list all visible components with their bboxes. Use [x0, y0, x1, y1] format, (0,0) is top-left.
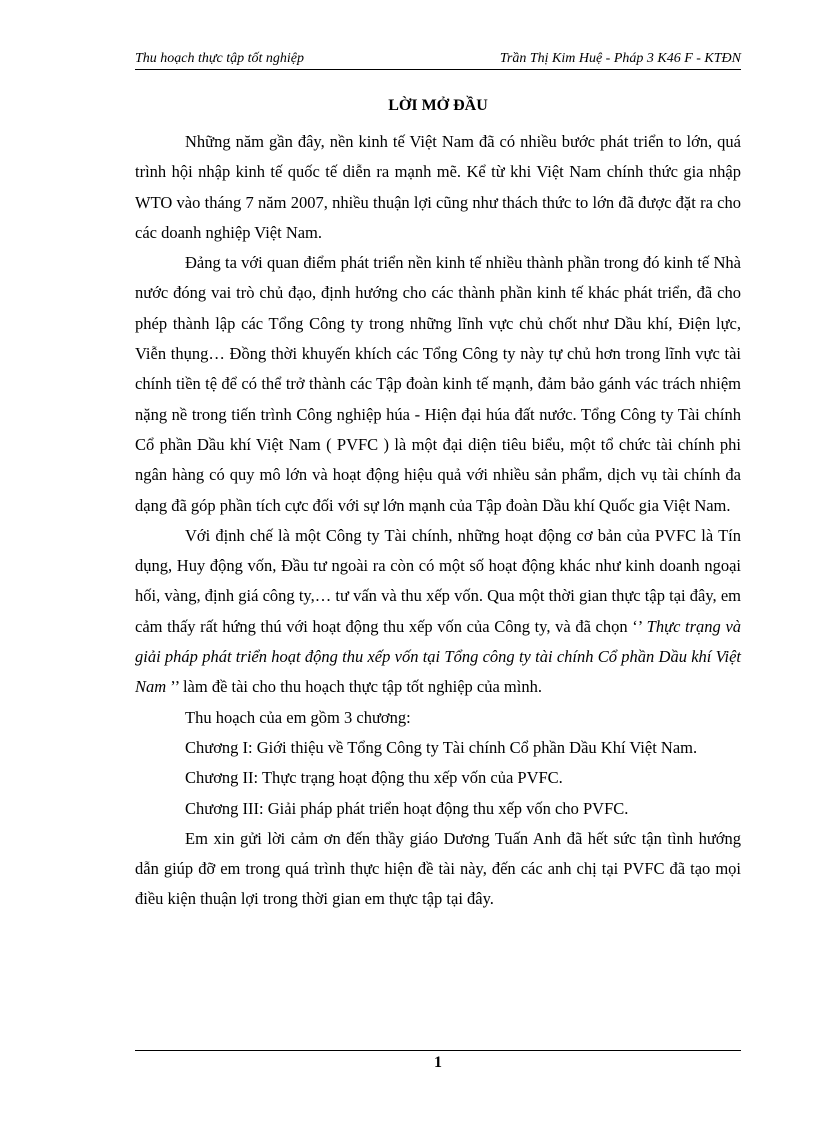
paragraph-topic-choice	[135, 521, 741, 703]
paragraph-party-policy: Đảng ta với quan điểm phát triển nền kinh tế nhiều thành phần trong đó kinh tế Nhà nước đóng vai trò chủ đạo, định hướng cho các thành phần kinh tế khác phát triển, đã cho phép thành lập các Tổng Công ty trong những lĩnh vực chủ chốt như Dầu khí, Điện lực, Viễn thụng… Đồng thời khuyến khích các Tổng Công ty này tự chủ hơn trong lĩnh vực tài chính tiền tệ để có thể trở thành các Tập đoàn kinh tế mạnh, đảm bảo gánh vác trách nhiệm nặng nề trong tiến trình Công nghiệp húa - Hiện đại húa đất nước. Tổng Công ty Tài chính Cổ phần Dầu khí Việt Nam ( PVFC ) là một đại diện tiêu biểu, một tổ chức tài chính phi ngân hàng có quy mô lớn và hoạt động hiệu quả với nhiều sản phẩm, dịch vụ tài chính đa dạng đã góp phần tích cực đối với sự lớn mạnh của Tập đoàn Dầu khí Quốc gia Việt Nam.	[135, 253, 741, 515]
page-title: LỜI MỞ ĐẦU	[388, 97, 488, 114]
footer-divider	[135, 1050, 741, 1051]
chapter-3: Chương III: Giải pháp phát triển hoạt động thu xếp vốn cho PVFC.	[185, 798, 629, 818]
page-header	[135, 50, 741, 70]
paragraph-thanks: Em xin gửi lời cảm ơn đến thầy giáo Dương Tuấn Anh đã hết sức tận tình hướng dẫn giúp đỡ em trong quá trình thực hiện đề tài này, đến các anh chị tại PVFC đã tạo mọi điều kiện thuận lợi trong thời gian em thực tập tại đây.	[135, 828, 741, 909]
document-body	[135, 127, 741, 915]
page-number: 1	[434, 1054, 442, 1071]
chapter-2: Chương II: Thực trạng hoạt động thu xếp vốn của PVFC.	[185, 768, 563, 788]
paragraph-topic-text: Với định chế là một Công ty Tài chính, những hoạt động cơ bản của PVFC là Tín dụng, Huy động vốn, Đầu tư ngoài ra còn có một số hoạt động khác như kinh doanh ngoại hối, vàng, định giá công ty,… tư vấn và thu xếp vốn. Qua một thời gian thực tập tại đây, em cảm thấy rất hứng thú với hoạt động thu xếp vốn của Công ty, và đã chọn ‘’	[135, 525, 741, 636]
paragraph-topic-end: ’’ làm đề tài cho thu hoạch thực tập tốt nghiệp của mình.	[170, 677, 542, 697]
chapter-1: Chương I: Giới thiệu về Tổng Công ty Tài chính Cổ phần Dầu Khí Việt Nam.	[185, 737, 698, 757]
thesis-title: Thực trạng và giải pháp phát triển hoạt động thu xếp vốn tại Tổng công ty tài chính Cổ phần Dầu khí Việt Nam	[135, 616, 742, 697]
header-left-text: Thu hoạch thực tập tốt nghiệp	[135, 51, 305, 66]
paragraph-structure: Thu hoạch của em gồm 3 chương:	[185, 707, 411, 727]
header-right-text: Trần Thị Kim Huệ - Pháp 3 K46 F - KTĐN	[499, 51, 741, 66]
paragraph-intro: Những năm gần đây, nền kinh tế Việt Nam đã có nhiều bước phát triển to lớn, quá trình hội nhập kinh tế quốc tế diễn ra mạnh mẽ. Kể từ khi Việt Nam chính thức gia nhập WTO vào tháng 7 năm 2007, nhiều thuận lợi cũng như thách thức to lớn đã được đặt ra cho các doanh nghiệp Việt Nam.	[135, 132, 741, 242]
